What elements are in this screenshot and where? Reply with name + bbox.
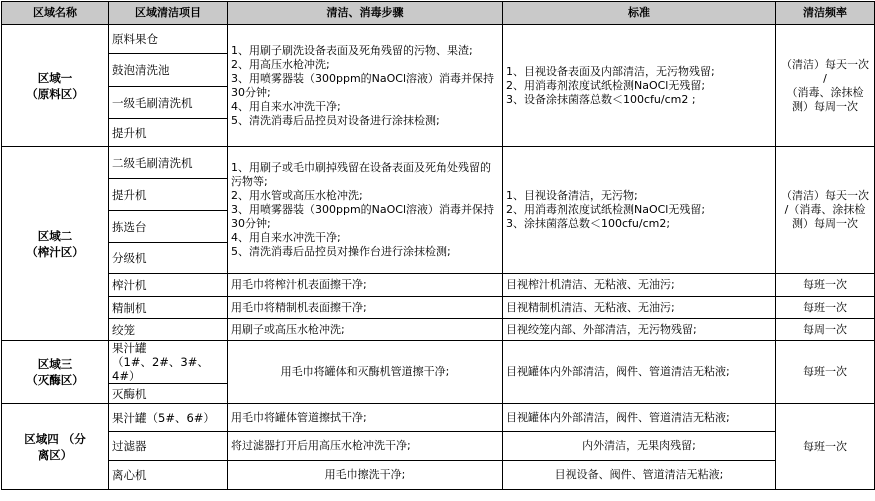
header-item: 区域清洁项目 (109, 2, 228, 25)
steps-cell: 用毛巾将榨汁机表面擦干净; (228, 274, 503, 297)
item-cell: 一级毛刷清洗机 (109, 87, 228, 119)
item-cell: 拣选台 (109, 211, 228, 243)
header-row (2, 2, 875, 25)
item-cell: 精制机 (109, 297, 228, 319)
item-cell: 果汁罐（5#、6#） (109, 404, 228, 432)
item-cell: 离心机 (109, 461, 228, 490)
steps-cell: 用毛巾将罐体管道擦拭干净; (228, 404, 503, 432)
frequency-cell: （清洁）每天一次 / （消毒、涂抹检测）每周一次 (776, 25, 875, 147)
frequency-cell: 每周一次 (776, 319, 875, 341)
table-row (2, 319, 875, 341)
steps-cell: 用刷子或高压水枪冲洗; (228, 319, 503, 341)
steps-cell: 1、用刷子或毛巾刷掉残留在设备表面及死角处残留的污物等; 2、用水管或高压水枪冲洗; 3、用喷雾器装（300ppm的NaOCl溶液）消毒并保持30分钟; 4、用自来水冲洗干净; 5、清洗消毒后品控员对操作台进行涂抹检测; (228, 147, 503, 274)
standard-cell: 目视罐体内外部清洁，阀件、管道清洁无粘液; (503, 404, 776, 432)
item-cell: 二级毛刷清洗机 (109, 147, 228, 179)
area-name-2: 区域二 （榨汁区） (2, 147, 109, 341)
standard-cell: 1、目视设备清洁，无污物; 2、用消毒剂浓度试纸检测NaOCl无残留; 3、涂抹菌落总数＜100cfu/cm2; (503, 147, 776, 274)
item-cell: 提升机 (109, 179, 228, 211)
item-cell: 灭酶机 (109, 384, 228, 404)
standard-cell: 目视榨汁机清洁、无粘液、无油污; (503, 274, 776, 297)
item-cell: 榨汁机 (109, 274, 228, 297)
item-cell: 果汁罐 （1#、2#、3#、4#） (109, 341, 228, 384)
table-row (2, 25, 875, 54)
standard-cell: 目视绞笼内部、外部清洁，无污物残留; (503, 319, 776, 341)
table-row (2, 461, 875, 490)
frequency-cell: 每班一次 (776, 404, 875, 490)
item-cell: 过滤器 (109, 432, 228, 461)
area-name-1: 区域一 （原料区） (2, 25, 109, 147)
steps-cell: 用毛巾将罐体和灭酶机管道擦干净; (228, 341, 503, 404)
header-steps: 清洁、消毒步骤 (228, 2, 503, 25)
standard-cell: 目视罐体内外部清洁，阀件、管道清洁无粘液; (503, 341, 776, 404)
header-standard: 标准 (503, 2, 776, 25)
standard-cell: 目视设备、阀件、管道清洁无粘液; (503, 461, 776, 490)
frequency-cell: 每班一次 (776, 341, 875, 404)
table-row (2, 274, 875, 297)
area-name-3: 区域三 （灭酶区） (2, 341, 109, 404)
item-cell: 提升机 (109, 119, 228, 147)
table-row (2, 147, 875, 179)
frequency-cell: （清洁）每天一次 /（消毒、涂抹检测）每周一次 (776, 147, 875, 274)
area-name-4: 区域四 （分 离区） (2, 404, 109, 490)
steps-cell: 将过滤器打开后用高压水枪冲洗干净; (228, 432, 503, 461)
steps-cell: 1、用刷子刷洗设备表面及死角残留的污物、果渣; 2、用高压水枪冲洗; 3、用喷雾器装（300ppm的NaOCl溶液）消毒并保持30分钟; 4、用自来水冲洗干净; 5、清洗消毒后品控员对设备进行涂抹检测; (228, 25, 503, 147)
steps-cell: 用毛巾将精制机表面擦干净; (228, 297, 503, 319)
frequency-cell: 每班一次 (776, 297, 875, 319)
item-cell: 绞笼 (109, 319, 228, 341)
item-cell: 分级机 (109, 243, 228, 274)
steps-cell: 用毛巾擦洗干净; (228, 461, 503, 490)
item-cell: 原料果仓 (109, 25, 228, 54)
header-frequency: 清洁频率 (776, 2, 875, 25)
frequency-cell: 每班一次 (776, 274, 875, 297)
header-area: 区域名称 (2, 2, 109, 25)
table-row (2, 432, 875, 461)
table-row (2, 341, 875, 384)
item-cell: 鼓泡清洗池 (109, 54, 228, 87)
table-row (2, 297, 875, 319)
standard-cell: 内外清洁，无果肉残留; (503, 432, 776, 461)
standard-cell: 目视精制机清洁、无粘液、无油污; (503, 297, 776, 319)
table-row (2, 404, 875, 432)
standard-cell: 1、目视设备表面及内部清洁，无污物残留; 2、用消毒剂浓度试纸检测NaOCl无残留; 3、设备涂抹菌落总数＜100cfu/cm2 ; (503, 25, 776, 147)
cleaning-procedure-table (1, 1, 875, 490)
